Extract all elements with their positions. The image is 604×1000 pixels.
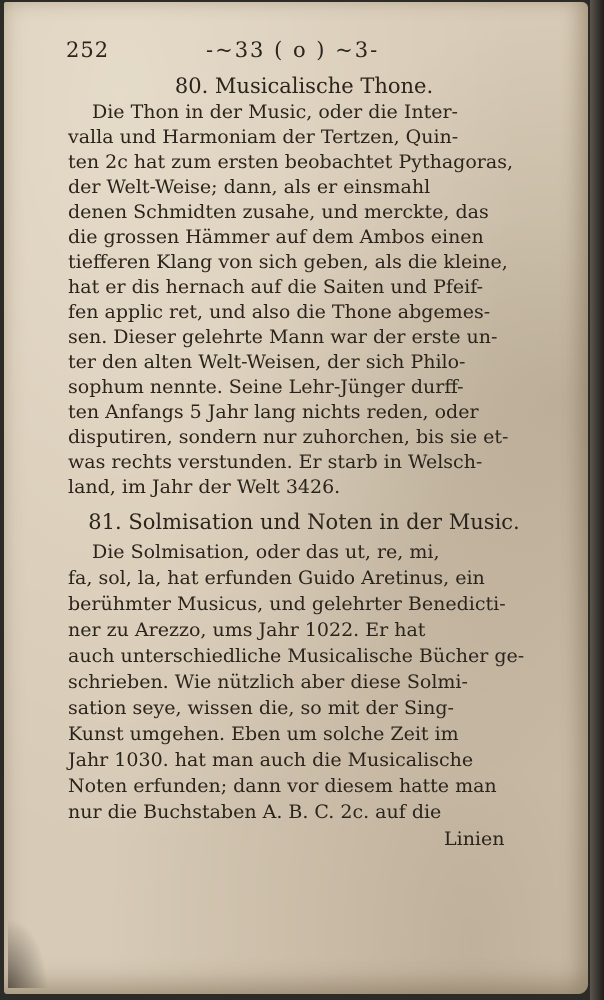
- section-81-line: ner zu Arezzo, ums Jahr 1022. Er hat: [68, 619, 426, 641]
- section-81-line: Kunst umgehen. Eben um solche Zeit im: [68, 723, 459, 745]
- section-80-line: ten 2c hat zum ersten beobachtet Pythagoras,: [68, 151, 513, 173]
- section-80-line: hat er dis hernach auf die Saiten und Pfeif-: [68, 276, 484, 298]
- section-80-line: was rechts verstunden. Er starb in Welsch-: [68, 451, 483, 473]
- section-80-line: fen applic ret, und also die Thone abgemes-: [68, 301, 491, 323]
- section-81-line: Die Solmisation, oder das ut, re, mi,: [92, 541, 440, 563]
- section-80-line: sophum nennte. Seine Lehr-Jünger durff-: [68, 376, 464, 398]
- section-80-line: land, im Jahr der Welt 3426.: [68, 476, 341, 498]
- section-81-line: sation seye, wissen die, so mit der Sing-: [68, 697, 454, 719]
- section-80-line: sen. Dieser gelehrte Mann war der erste un-: [68, 326, 498, 348]
- section-81-line: Jahr 1030. hat man auch die Musicalische: [68, 749, 474, 771]
- catchword: Linien: [444, 828, 505, 850]
- section-80-line: denen Schmidten zusahe, und merckte, das: [68, 201, 489, 223]
- section-80-line: ten Anfangs 5 Jahr lang nichts reden, oder: [68, 401, 479, 423]
- section-80-line: valla und Harmoniam der Tertzen, Quin-: [68, 126, 459, 148]
- page-number: 252: [66, 38, 110, 62]
- next-page-edge: [590, 0, 604, 1000]
- section-80-line: die grossen Hämmer auf dem Ambos einen: [68, 226, 484, 248]
- section-81-line: schrieben. Wie nützlich aber diese Solmi-: [68, 671, 468, 693]
- running-head-ornament: -~33 ( o ) ~3-: [206, 38, 380, 62]
- book-page: [4, 2, 588, 994]
- section-80-heading: 80. Musicalische Thone.: [174, 74, 434, 98]
- section-80-line: disputiren, sondern nur zuhorchen, bis sie et-: [68, 426, 509, 448]
- section-81-heading: 81. Solmisation und Noten in der Music.: [88, 510, 520, 534]
- section-80-line: der Welt-Weise; dann, als er einsmahl: [68, 176, 431, 198]
- section-81-line: berühmter Musicus, und gelehrter Benedicti-: [68, 593, 506, 615]
- section-81-line: Noten erfunden; dann vor diesem hatte man: [68, 775, 497, 797]
- section-81-line: fa, sol, la, hat erfunden Guido Aretinus, ein: [68, 567, 485, 589]
- section-81-line: auch unterschiedliche Musicalische Bücher ge-: [68, 645, 525, 667]
- page-corner-wear: [8, 918, 48, 988]
- page-header: [66, 38, 536, 68]
- section-80-line: ter den alten Welt-Weisen, der sich Philo-: [68, 351, 466, 373]
- section-80-line: Die Thon in der Music, oder die Inter-: [92, 101, 458, 123]
- section-81-line: nur die Buchstaben A. B. C. 2c. auf die: [68, 801, 442, 823]
- section-80-line: tiefferen Klang von sich geben, als die kleine,: [68, 251, 508, 273]
